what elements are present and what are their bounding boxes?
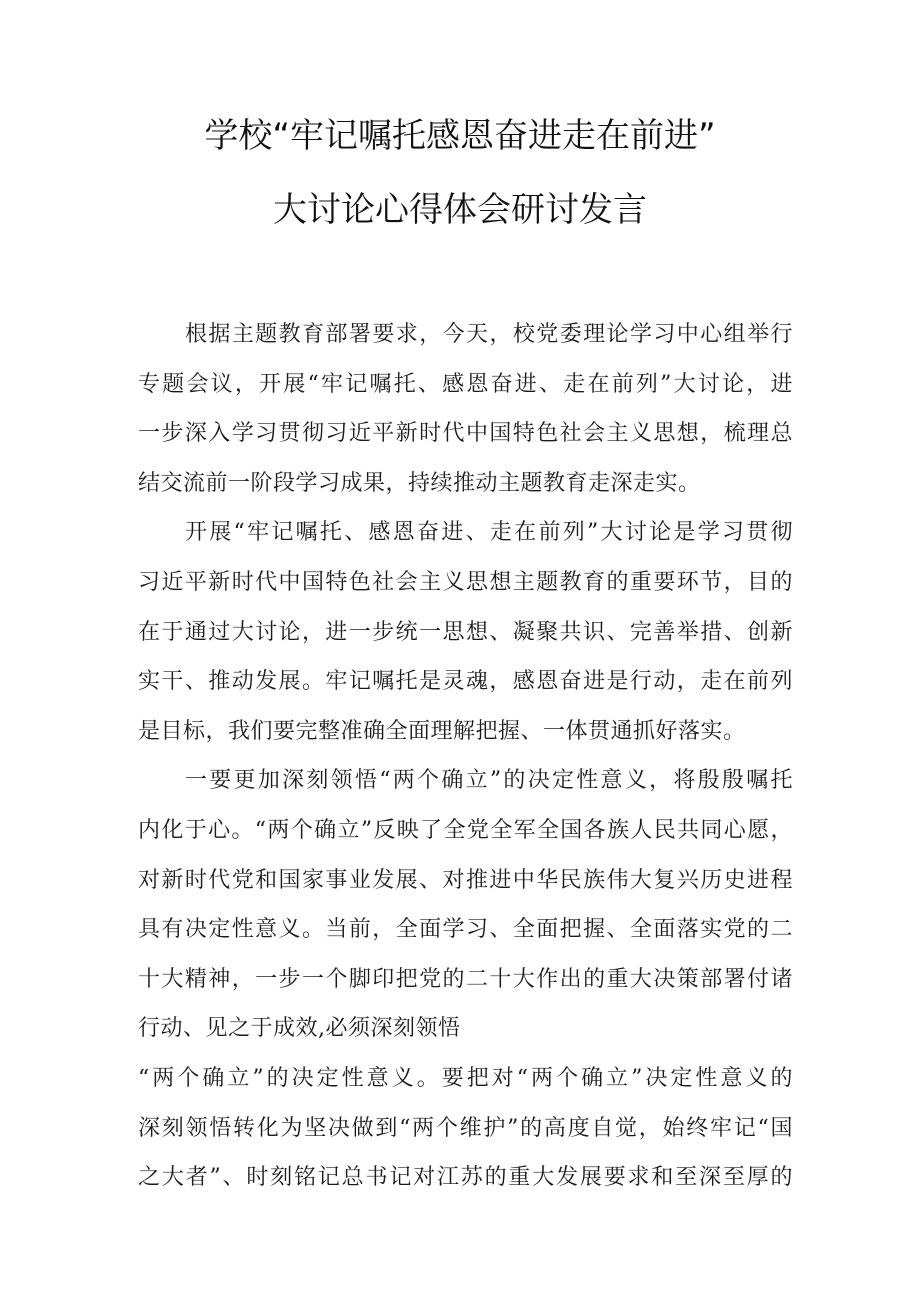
body-line: 开展“牢记嘱托、感恩奋进、走在前列”大讨论是学习贯彻 xyxy=(185,520,793,546)
body-line: 习近平新时代中国特色社会主义思想主题教育的重要环节，目的 xyxy=(138,569,793,595)
body-line: “两个确立”的决定性意义。要把对“两个确立”决定性意义的 xyxy=(138,1065,793,1091)
body-line: 结交流前一阶段学习成果，持续推动主题教育走深走实。 xyxy=(138,470,701,496)
body-line: 行动、见之于成效,必须深刻领悟 xyxy=(138,1016,461,1042)
body-line: 内化于心。“两个确立”反映了全党全军全国各族人民共同心愿， xyxy=(138,817,793,843)
document-body xyxy=(138,310,793,1203)
body-line: 十大精神，一步一个脚印把党的二十大作出的重大决策部署付诸 xyxy=(138,966,793,992)
document-title-line-1: 学校“牢记嘱托感恩奋进走在前进” xyxy=(204,116,716,156)
body-line: 根据主题教育部署要求，今天，校党委理论学习中心组举行 xyxy=(185,322,793,347)
body-line: 具有决定性意义。当前，全面学习、全面把握、全面落实党的二 xyxy=(138,917,793,943)
body-line: 是目标，我们要完整准确全面理解把握、一体贯通抓好落实。 xyxy=(138,718,746,744)
body-line: 一要更加深刻领悟“两个确立”的决定性意义，将殷殷嘱托 xyxy=(185,768,793,794)
document-title-line-2: 大讨论心得体会研讨发言 xyxy=(273,190,647,230)
body-line: 专题会议，开展“牢记嘱托、感恩奋进、走在前列”大讨论，进 xyxy=(138,371,793,397)
body-line: 深刻领悟转化为坚决做到“两个维护”的高度自觉，始终牢记“国 xyxy=(138,1115,793,1141)
body-line: 对新时代党和国家事业发展、对推进中华民族伟大复兴历史进程 xyxy=(138,867,793,893)
body-line: 在于通过大讨论，进一步统一思想、凝聚共识、完善举措、创新 xyxy=(138,619,793,645)
body-line: 实干、推动发展。牢记嘱托是灵魂，感恩奋进是行动，走在前列 xyxy=(138,669,793,695)
body-line: 一步深入学习贯彻习近平新时代中国特色社会主义思想，梳理总 xyxy=(138,421,793,447)
body-line: 之大者”、时刻铭记总书记对江苏的重大发展要求和至深至厚的 xyxy=(138,1165,793,1191)
